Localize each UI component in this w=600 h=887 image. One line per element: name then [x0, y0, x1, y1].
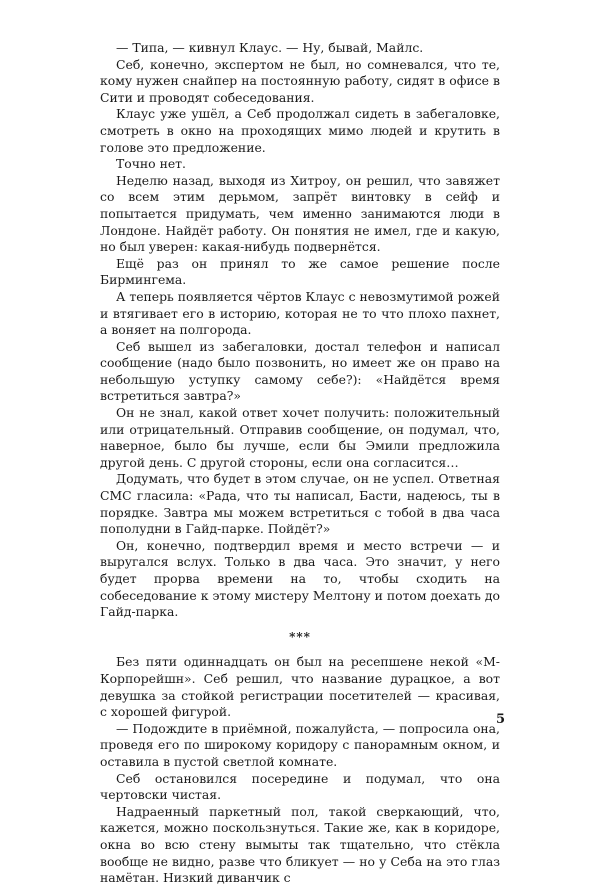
paragraph: Себ, конечно, экспертом не был, но сомневался, что те, кому нужен снайпер на постоянную работу, сидят в офисе в Сити и проводят собеседования. — [100, 56, 500, 105]
page-number: 5 — [495, 712, 505, 727]
paragraph: Клаус уже ушёл, а Себ продолжал сидеть в забегаловке, смотреть в окно на проходящих мимо людей и крутить в голове это предложение. — [100, 106, 500, 155]
paragraph: Он, конечно, подтвердил время и место встречи — и выругался вслух. Только в два часа. Это значит, у него будет прорва времени на то, чтобы сходить на собеседование к этому мистеру Мелтону и потом доехать до Гайд-парка. — [100, 537, 500, 620]
section-separator: *** — [289, 629, 311, 644]
paragraph: Точно нет. — [116, 156, 186, 172]
paragraph: А теперь появляется чёртов Клаус с невозмутимой рожей и втягивает его в историю, которая не то что плохо пахнет, а воняет на полгорода. — [100, 288, 500, 338]
paragraph: Надраенный паркетный пол, такой сверкающий, что, кажется, можно поскользнуться. Такие же, как в коридоре, окна во всю стену вымыты так тщательно, что стёкла вообще не видно, разве что бликует — но у Себа на это глаз намётан. Низкий диванчик с — [100, 803, 500, 886]
paragraph: Себ остановился посередине и подумал, что она чертовски чистая. — [100, 770, 500, 803]
paragraph: Неделю назад, выходя из Хитроу, он решил, что завяжет со всем этим дерьмом, запрёт винтовку в сейф и попытается придумать, чем именно занимаются люди в Лондоне. Найдёт работу. Он понятия не имел, где и какую, но был уверен: какая-нибудь подвернётся. — [100, 172, 500, 255]
text-body — [100, 40, 500, 887]
paragraph: Додумать, что будет в этом случае, он не успел. Ответная СМС гласила: «Рада, что ты написал, Басти, надеюсь, ты в порядке. Завтра мы можем встретиться с тобой в два часа пополудни в Гайд-парке. Пойдёт?» — [100, 471, 500, 537]
text-section-after — [100, 654, 500, 886]
paragraph: Ещё раз он принял то же самое решение после Бирмингема. — [100, 255, 500, 288]
paragraph: — Подождите в приёмной, пожалуйста, — попросила она, проведя его по широкому коридору с панорамным окном, и оставила в пустой светлой комнате. — [100, 720, 500, 769]
paragraph: Себ вышел из забегаловки, достал телефон и написал сообщение (надо было позвонить, но имеет же он право на небольшую уступку самому себе?): «Найдётся время встретиться завтра?» — [100, 338, 500, 404]
text-section-before — [100, 40, 500, 621]
paragraph: Он не знал, какой ответ хочет получить: положительный или отрицательный. Отправив сообщение, он подумал, что, наверное, было бы лучше, если бы Эмили предложила другой день. С другой стороны, если она согласится… — [100, 405, 500, 470]
paragraph: — Типа, — кивнул Клаус. — Ну, бывай, Майлс. — [116, 40, 424, 55]
paragraph: Без пяти одиннадцать он был на ресепшене некой «М-Корпорейшн». Себ решил, что название дурацкое, а вот девушка за стойкой регистрации посетителей — красивая, с хорошей фигурой. — [100, 654, 500, 720]
